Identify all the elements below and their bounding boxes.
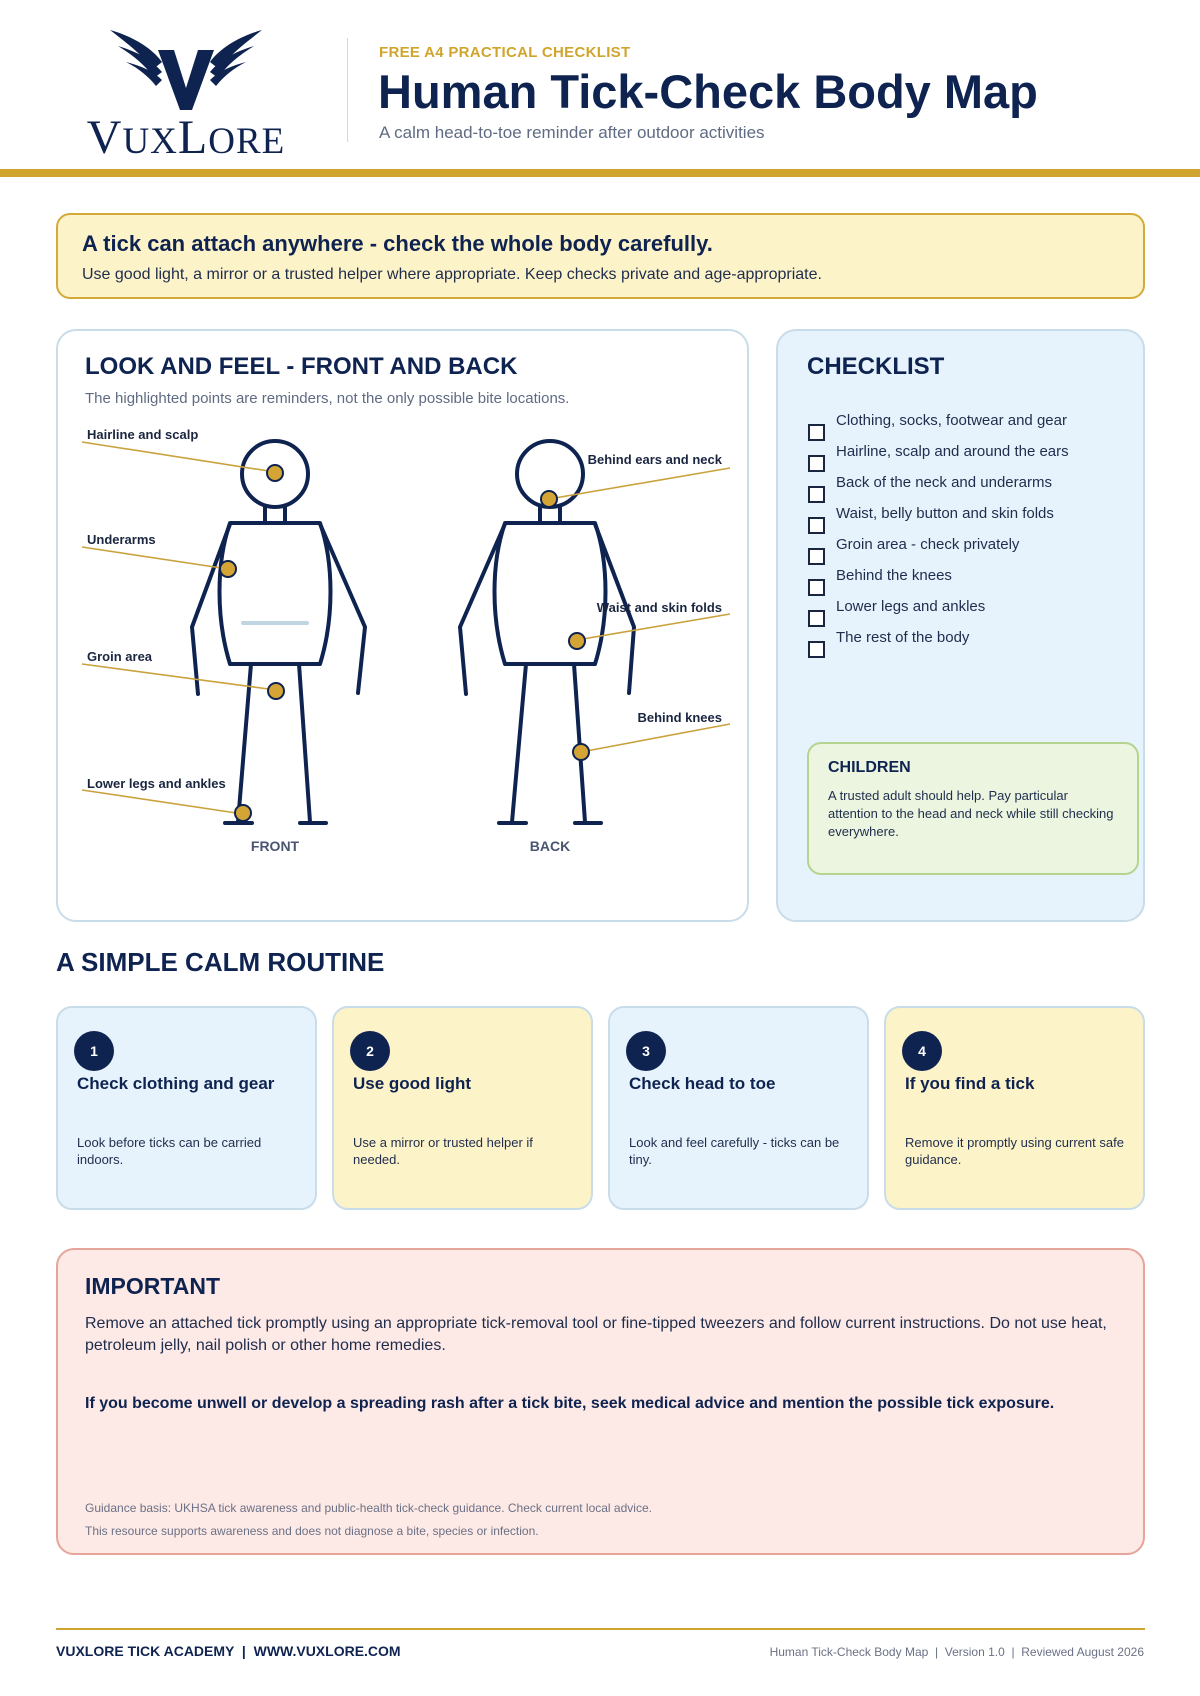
label-groin: Groin area [87,649,153,664]
page-title: Human Tick-Check Body Map [378,65,1038,118]
checkbox[interactable] [808,579,825,596]
step-text: Look before ticks can be carried indoors. [77,1135,262,1167]
marker-waist [569,633,585,649]
winged-v-icon [66,22,306,112]
step-title: If you find a tick [905,1074,1035,1093]
routine-step [884,1006,1145,1210]
step-title: Check clothing and gear [77,1074,275,1093]
checklist-card: CHECKLIST Clothing, socks, footwear and gear Hairline, scalp and around the ears Back of the neck and underarms Waist, belly button and skin folds Groin area - check privately Behind the knees Lower legs and ankles The rest of the body CHILDREN A trusted adult should help. Pay particular attention to the head and neck while still checking everywhere. [776,329,1145,922]
step-title: Check head to toe [629,1074,776,1093]
routine-step [608,1006,869,1210]
step-text: Use a mirror or trusted helper if needed. [353,1135,533,1167]
step-text: Look and feel carefully - ticks can be tiny. [629,1135,840,1167]
marker-underarms [220,561,236,577]
alert-banner [56,213,1145,299]
page-header [0,0,1200,170]
label-lower-legs: Lower legs and ankles [87,776,226,791]
footer-brand[interactable]: VUXLORE TICK ACADEMY | WWW.VUXLORE.COM [56,1643,401,1659]
footer-rule [56,1628,1145,1630]
brand-logo[interactable] [66,22,306,162]
body-map-card [56,329,749,922]
body-map-subtitle: The highlighted points are reminders, not the only possible bite locations. [85,390,570,407]
body-map-title: LOOK AND FEEL - FRONT AND BACK [85,353,518,380]
step-number: 4 [902,1031,942,1071]
marker-ears-neck [541,491,557,507]
alert-text: Use good light, a mirror or a trusted helper where appropriate. Keep checks private and age-appropriate. [82,266,822,283]
routine-step [56,1006,317,1210]
label-underarms: Underarms [87,532,156,547]
important-title: IMPORTANT [85,1273,221,1299]
label-hairline: Hairline and scalp [87,427,199,442]
checklist-title: CHECKLIST [807,353,945,380]
marker-lower-legs [235,805,251,821]
alert-title: A tick can attach anywhere - check the whole body carefully. [82,231,713,256]
routine-title: A SIMPLE CALM ROUTINE [56,947,385,977]
checkbox[interactable] [808,455,825,472]
step-number: 1 [74,1031,114,1071]
important-panel [56,1248,1145,1555]
footer-meta: Human Tick-Check Body Map | Version 1.0 | Reviewed August 2026 [769,1645,1144,1659]
front-figure [192,441,365,823]
children-title: CHILDREN [828,759,911,776]
front-caption: FRONT [250,838,300,854]
checkbox[interactable] [808,548,825,565]
page-subtitle: A calm head-to-toe reminder after outdoor activities [379,123,765,142]
checkbox[interactable] [808,424,825,441]
children-note [807,742,1139,875]
important-warning: If you become unwell or develop a spreading rash after a tick bite, seek medical advice and mention the possible tick exposure. [85,1395,1055,1412]
header-eyebrow: FREE A4 PRACTICAL CHECKLIST [379,44,631,61]
back-caption: BACK [529,838,571,854]
step-number: 3 [626,1031,666,1071]
checkbox[interactable] [808,486,825,503]
important-text: Remove an attached tick promptly using an appropriate tick-removal tool or fine-tipped tweezers and follow current instructions. Do not use heat, petroleum jelly, nail polish or other home remedies. [85,1315,1107,1354]
marker-hairline [267,465,283,481]
routine-step [332,1006,593,1210]
header-divider [347,38,348,142]
label-ears-neck: Behind ears and neck [587,452,722,467]
checkbox[interactable] [808,641,825,658]
step-text: Remove it promptly using current safe guidance. [905,1135,1124,1167]
brand-wordmark: VUXLORE [86,111,286,164]
body-map-figures [58,331,747,920]
marker-knees [573,744,589,760]
checkbox[interactable] [808,610,825,627]
guidance-note: Guidance basis: UKHSA tick awareness and public-health tick-check guidance. Check current local advice. [85,1501,652,1515]
label-waist: Waist and skin folds [596,600,722,615]
children-text: A trusted adult should help. Pay particular attention to the head and neck while still checking everywhere. [828,788,1114,839]
checkbox[interactable] [808,517,825,534]
step-number: 2 [350,1031,390,1071]
marker-groin [268,683,284,699]
label-knees: Behind knees [637,710,722,725]
header-rule [0,169,1200,177]
disclaimer-note: This resource supports awareness and does not diagnose a bite, species or infection. [85,1524,539,1538]
step-title: Use good light [353,1074,472,1093]
